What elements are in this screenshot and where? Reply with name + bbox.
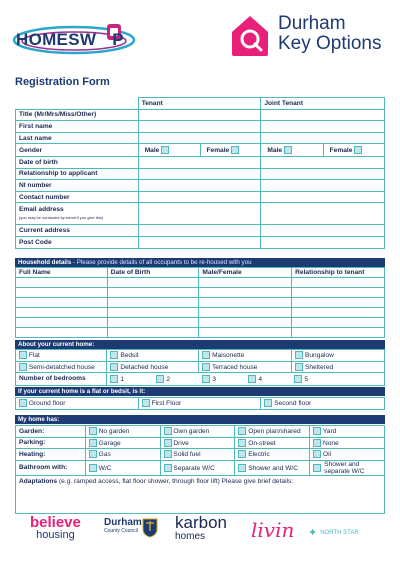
adaptations-label: Adaptations — [19, 477, 58, 485]
opt-separate-wc: Separate W/C — [173, 464, 215, 472]
household-cell[interactable] — [292, 308, 385, 318]
joint-address-field[interactable] — [261, 225, 385, 237]
tenant-contact-field[interactable] — [138, 191, 261, 203]
tenant-address-field[interactable] — [138, 225, 261, 237]
karbon-homes-logo — [175, 513, 227, 544]
star-icon: ✦ — [308, 527, 318, 539]
opt-shower-wc: Shower and W/C — [248, 464, 299, 472]
yard-checkbox[interactable] — [313, 427, 321, 435]
opt-on-street: On-street — [248, 439, 276, 447]
household-cell[interactable] — [16, 328, 108, 338]
household-col-dob: Date of Birth — [107, 268, 199, 278]
opt-shower-separate-wc: Shower and separate W/C — [324, 460, 365, 475]
my-home-table — [15, 425, 385, 514]
opt-semi-detached: Semi-detatched house — [28, 363, 95, 371]
household-cell[interactable] — [107, 318, 199, 328]
bedroom-4: 4 — [258, 375, 262, 383]
household-cell[interactable] — [292, 298, 385, 308]
my-home-heading: My home has: — [18, 416, 60, 423]
household-cell[interactable] — [292, 328, 385, 338]
joint-relationship-field[interactable] — [261, 168, 385, 180]
north-star-text: NORTH STAR — [320, 529, 359, 536]
row-ni-number: NI number — [16, 180, 139, 192]
opt-ground-floor: Ground floor — [28, 400, 66, 408]
row-email: Email address — [19, 205, 64, 213]
joint-female-checkbox[interactable] — [354, 146, 362, 154]
durham-key-options-logo — [230, 12, 390, 62]
no-garden-checkbox[interactable] — [89, 427, 97, 435]
north-star-logo — [308, 526, 359, 539]
maisonette-checkbox[interactable] — [202, 351, 210, 359]
row-title: Title (Mr/Mrs/Miss/Other) — [16, 109, 139, 121]
table-row — [16, 278, 385, 288]
floor-heading-bar — [15, 387, 385, 396]
table-row — [16, 288, 385, 298]
household-cell[interactable] — [292, 278, 385, 288]
livin-logo: livin — [251, 518, 295, 542]
household-cell[interactable] — [107, 328, 199, 338]
tenant-first-name-field[interactable] — [138, 121, 261, 133]
terraced-checkbox[interactable] — [202, 363, 210, 371]
parking-label: Parking: — [16, 437, 86, 449]
joint-ni-field[interactable] — [261, 180, 385, 192]
first-floor-checkbox[interactable] — [142, 399, 150, 407]
homeswap-logo — [10, 14, 142, 60]
shower-separate-wc-checkbox[interactable] — [313, 464, 321, 472]
row-dob: Date of birth — [16, 156, 139, 168]
opt-solid-fuel: Solid fuel — [173, 451, 201, 459]
joint-last-name-field[interactable] — [261, 132, 385, 144]
bedroom-1: 1 — [120, 375, 124, 383]
homes-text: homes — [175, 531, 206, 542]
household-heading: Household details — [18, 259, 72, 266]
tenant-postcode-field[interactable] — [138, 236, 261, 248]
opt-open-plan: Open plan/shared — [248, 428, 301, 436]
household-cell[interactable] — [199, 298, 292, 308]
household-cell[interactable] — [16, 288, 108, 298]
oil-checkbox[interactable] — [313, 450, 321, 458]
current-home-table — [15, 349, 385, 386]
opt-bedsit: Bedsit — [120, 352, 139, 360]
opt-bungalow: Bungalow — [304, 352, 334, 360]
bedsit-checkbox[interactable] — [110, 351, 118, 359]
joint-contact-field[interactable] — [261, 191, 385, 203]
household-table — [15, 267, 385, 338]
tenant-dob-field[interactable] — [138, 156, 261, 168]
email-note: (you may be contacted by email if you give this) — [19, 214, 104, 220]
believe-housing-logo — [30, 516, 81, 542]
row-postcode: Post Code — [16, 236, 139, 248]
current-home-heading: About your current home: — [18, 341, 95, 348]
dko-line2: Key Options — [278, 33, 382, 54]
household-cell[interactable] — [107, 308, 199, 318]
homeswap-logo-text-end: P — [112, 30, 124, 49]
row-gender: Gender — [16, 144, 139, 157]
opt-detached: Detached house — [120, 363, 169, 371]
household-cell[interactable] — [107, 298, 199, 308]
household-cell[interactable] — [199, 288, 292, 298]
household-cell[interactable] — [16, 298, 108, 308]
open-plan-checkbox[interactable] — [238, 427, 246, 435]
household-cell[interactable] — [16, 308, 108, 318]
solid-fuel-checkbox[interactable] — [164, 450, 172, 458]
row-last-name: Last name — [16, 132, 139, 144]
bedrooms-label: Number of bedrooms — [16, 373, 107, 386]
opt-own-garden: Own garden — [173, 428, 210, 436]
dko-line1: Durham — [278, 13, 346, 34]
bedroom-1-checkbox[interactable] — [110, 375, 118, 383]
household-cell[interactable] — [199, 318, 292, 328]
bedroom-4-checkbox[interactable] — [248, 375, 256, 383]
household-heading-bar — [15, 258, 385, 267]
opt-no-garden: No garden — [98, 428, 130, 436]
current-home-heading-bar — [15, 340, 385, 349]
homeswap-logo-text: HOMESW — [16, 30, 97, 49]
opt-electric: Electric — [248, 451, 270, 459]
row-contact: Contact number — [16, 191, 139, 203]
household-col-name: Full Name — [16, 268, 108, 278]
household-cell[interactable] — [199, 278, 292, 288]
bedroom-5: 5 — [304, 375, 308, 383]
opt-flat: Flat — [28, 352, 40, 360]
bedroom-5-checkbox[interactable] — [294, 375, 302, 383]
household-col-relationship: Relationship to tenant — [292, 268, 385, 278]
col-tenant: Tenant — [138, 98, 261, 110]
bedroom-3-checkbox[interactable] — [202, 375, 210, 383]
wc-checkbox[interactable] — [89, 464, 97, 472]
joint-first-name-field[interactable] — [261, 121, 385, 133]
row-address: Current address — [16, 225, 139, 237]
bedroom-2: 2 — [166, 375, 170, 383]
housing-text: housing — [36, 529, 75, 541]
gas-checkbox[interactable] — [89, 450, 97, 458]
karbon-text: karbon — [175, 513, 227, 532]
bathroom-label: Bathroom with: — [16, 460, 86, 475]
household-cell[interactable] — [16, 318, 108, 328]
durham-text: Durham — [104, 517, 142, 528]
tenant-male-label: Male — [144, 146, 160, 154]
col-joint-tenant: Joint Tenant — [261, 98, 385, 110]
tenant-email-field[interactable] — [138, 203, 261, 225]
joint-male-label: Male — [267, 146, 282, 154]
believe-text: believe — [30, 514, 81, 531]
opt-second-floor: Second floor — [274, 400, 312, 408]
drive-checkbox[interactable] — [164, 439, 172, 447]
table-row — [16, 328, 385, 338]
joint-email-field[interactable] — [261, 203, 385, 225]
opt-oil: Oil — [323, 451, 332, 459]
opt-sheltered: Sheltered — [304, 363, 334, 371]
tenant-female-checkbox[interactable] — [231, 146, 239, 154]
joint-title-field[interactable] — [261, 109, 385, 121]
detached-checkbox[interactable] — [110, 363, 118, 371]
tenant-ni-field[interactable] — [138, 180, 261, 192]
adaptations-field[interactable] — [16, 475, 385, 513]
shower-wc-checkbox[interactable] — [238, 464, 246, 472]
bungalow-checkbox[interactable] — [295, 351, 303, 359]
footer-logos — [0, 512, 400, 552]
household-cell[interactable] — [107, 278, 199, 288]
electric-checkbox[interactable] — [238, 450, 246, 458]
garden-label: Garden: — [16, 426, 86, 438]
no-parking-checkbox[interactable] — [313, 439, 321, 447]
household-cell[interactable] — [292, 318, 385, 328]
garage-checkbox[interactable] — [89, 439, 97, 447]
tenant-relationship-field[interactable] — [138, 168, 261, 180]
opt-maisonette: Maisonette — [212, 352, 245, 360]
opt-no-parking: None — [323, 439, 339, 447]
household-cell[interactable] — [292, 288, 385, 298]
flat-checkbox[interactable] — [19, 351, 27, 359]
on-street-checkbox[interactable] — [238, 439, 246, 447]
sheltered-checkbox[interactable] — [295, 363, 303, 371]
county-council-text: County Council — [104, 528, 138, 534]
bedroom-2-checkbox[interactable] — [156, 375, 164, 383]
table-row — [16, 308, 385, 318]
applicant-table — [15, 97, 385, 249]
joint-dob-field[interactable] — [261, 156, 385, 168]
durham-county-council-logo — [104, 518, 142, 536]
bedroom-3: 3 — [212, 375, 216, 383]
adaptations-text: (e.g. ramped access, flat floor shower, through floor lift) Please give brief details: — [57, 477, 294, 485]
tenant-title-field[interactable] — [138, 109, 261, 121]
opt-gas: Gas — [98, 451, 111, 459]
joint-postcode-field[interactable] — [261, 236, 385, 248]
opt-wc: W/C — [98, 464, 112, 472]
opt-yard: Yard — [322, 428, 337, 436]
row-first-name: First name — [16, 121, 139, 133]
opt-terraced: Terraced house — [212, 363, 258, 371]
floor-table — [15, 397, 385, 410]
page-title: Registration Form — [15, 76, 110, 88]
semi-detached-checkbox[interactable] — [19, 363, 27, 371]
tenant-male-checkbox[interactable] — [161, 146, 169, 154]
durham-crest-icon — [142, 518, 158, 538]
own-garden-checkbox[interactable] — [164, 427, 172, 435]
opt-first-floor: First Floor — [151, 400, 182, 408]
tenant-last-name-field[interactable] — [138, 132, 261, 144]
household-cell[interactable] — [107, 288, 199, 298]
heating-label: Heating: — [16, 449, 86, 461]
tenant-female-label: Female — [206, 146, 230, 154]
joint-female-label: Female — [329, 146, 353, 154]
opt-garage: Garage — [98, 439, 121, 447]
ground-floor-checkbox[interactable] — [19, 399, 27, 407]
household-col-gender: Male/Female — [199, 268, 292, 278]
floor-heading: If your current home is a flat or bedsit, is it: — [18, 388, 146, 395]
household-cell[interactable] — [199, 328, 292, 338]
table-row — [16, 298, 385, 308]
joint-male-checkbox[interactable] — [284, 146, 292, 154]
table-row — [16, 318, 385, 328]
household-heading-note: - Please provide details of all occupants to be re-housed with you — [71, 259, 252, 266]
household-cell[interactable] — [199, 308, 292, 318]
my-home-heading-bar — [15, 415, 385, 424]
second-floor-checkbox[interactable] — [264, 399, 272, 407]
separate-wc-checkbox[interactable] — [164, 464, 172, 472]
household-cell[interactable] — [16, 278, 108, 288]
house-key-icon — [230, 14, 270, 58]
row-relationship: Relationship to applicant — [16, 168, 139, 180]
opt-drive: Drive — [173, 439, 189, 447]
